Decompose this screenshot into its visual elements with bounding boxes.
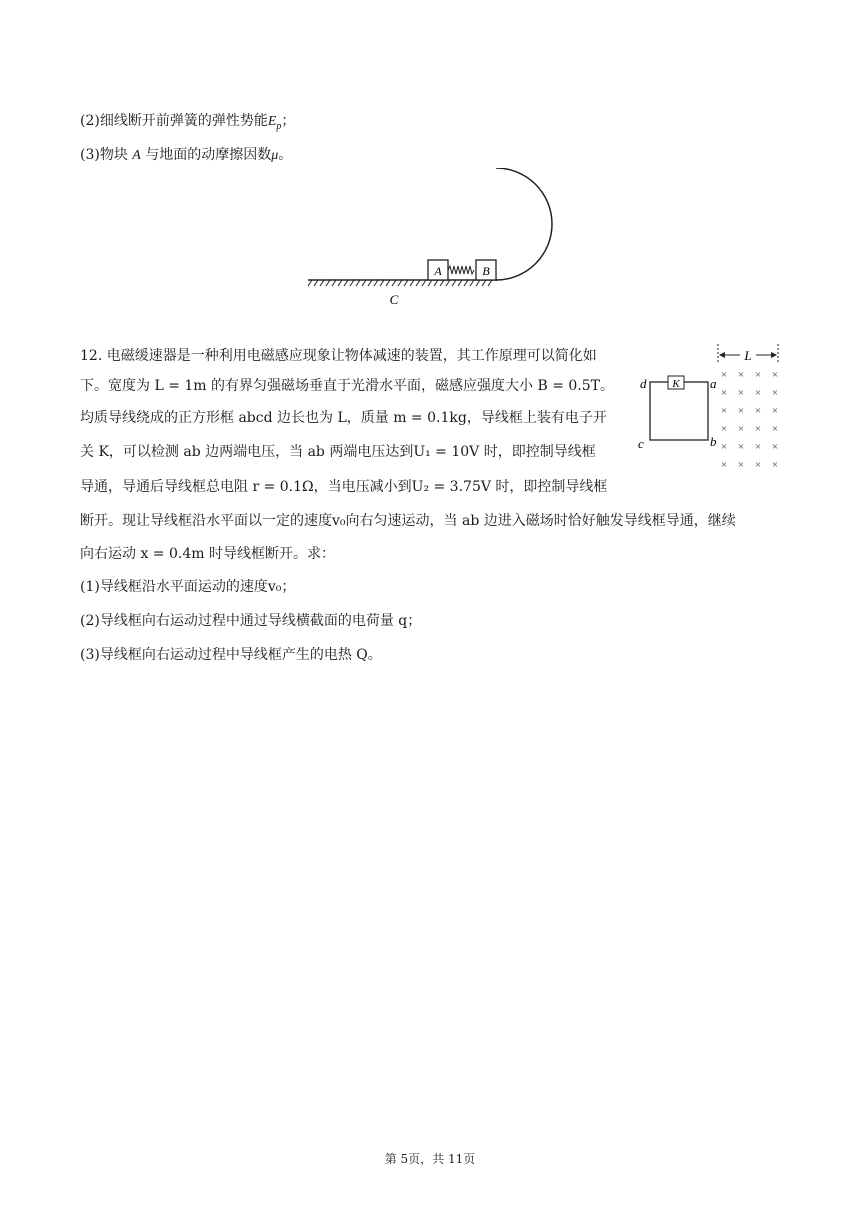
q12-line-5: 导通，导通后导线框总电阻 r = 0.1Ω，当电压减小到U₂ = 3.75V 时，即控制导线框	[80, 479, 608, 495]
ep-symbol: E	[267, 114, 277, 129]
field-cross: ×	[771, 459, 779, 471]
block-b-label: B	[482, 264, 490, 278]
magnetic-field-region	[721, 369, 778, 471]
ep-subscript: p	[276, 120, 282, 132]
q12-line-7: 向右运动 x = 0.4m 时导线框断开。求：	[80, 546, 335, 562]
mu-symbol: μ	[271, 148, 279, 163]
field-cross: ×	[754, 423, 762, 435]
spring	[448, 266, 474, 274]
part-3-mid: 与地面的动摩擦因数	[140, 147, 272, 163]
corner-c: c	[638, 436, 644, 451]
field-cross: ×	[737, 459, 745, 471]
field-cross: ×	[771, 423, 779, 435]
field-cross: ×	[754, 441, 762, 453]
ground-label: C	[389, 292, 399, 307]
corner-d: d	[640, 376, 647, 391]
part-3-end: 。	[278, 147, 293, 163]
q12-line-3: 均质导线绕成的正方形框 abcd 边长也为 L，质量 m = 0.1kg，导线框上装有电子开	[80, 410, 607, 426]
field-cross: ×	[720, 459, 728, 471]
field-cross: ×	[771, 369, 779, 381]
q12-part-2: (2)导线框向右运动过程中通过导线横截面的电荷量 q；	[80, 613, 422, 629]
corner-b: b	[710, 434, 717, 449]
field-cross: ×	[720, 441, 728, 453]
q12-line-4: 关 K，可以检测 ab 边两端电压，当 ab 两端电压达到U₁ = 10V 时，即控制导线框	[80, 444, 596, 460]
field-cross: ×	[737, 441, 745, 453]
field-cross: ×	[720, 369, 728, 381]
part-3-label: (3)物块	[80, 147, 133, 163]
field-cross: ×	[737, 387, 745, 399]
block-a-ref: A	[132, 148, 141, 163]
switch-label: K	[672, 378, 680, 390]
q12-part-1: (1)导线框沿水平面运动的速度v₀；	[80, 579, 296, 595]
field-cross: ×	[771, 441, 779, 453]
part-2-text	[80, 112, 295, 136]
spring-track-figure	[300, 168, 560, 313]
field-cross: ×	[771, 405, 779, 417]
magnetic-field-figure	[630, 340, 790, 475]
field-cross: ×	[720, 387, 728, 399]
width-label: L	[744, 348, 752, 363]
field-cross: ×	[737, 369, 745, 381]
coil-frame	[650, 382, 708, 440]
field-cross: ×	[720, 405, 728, 417]
corner-a: a	[710, 376, 717, 391]
field-cross: ×	[754, 387, 762, 399]
field-cross: ×	[737, 405, 745, 417]
field-cross: ×	[771, 387, 779, 399]
field-cross: ×	[720, 423, 728, 435]
part-2-label: (2)细线断开前弹簧的弹性势能	[80, 113, 268, 129]
field-cross: ×	[737, 423, 745, 435]
block-a-label: A	[434, 264, 442, 278]
part-2-end: ；	[281, 113, 296, 129]
field-cross: ×	[754, 405, 762, 417]
field-cross: ×	[754, 459, 762, 471]
part-3-text	[80, 146, 292, 165]
page-footer: 第 5页，共 11页	[384, 1152, 476, 1166]
field-cross: ×	[754, 369, 762, 381]
q12-line-1: 12. 电磁缓速器是一种利用电磁感应现象让物体减速的装置，其工作原理可以简化如	[80, 348, 597, 364]
q12-line-2: 下。宽度为 L = 1m 的有界匀强磁场垂直于光滑水平面，磁感应强度大小 B = 0.5T。	[80, 378, 614, 394]
q12-line-6: 断开。现让导线框沿水平面以一定的速度v₀向右匀速运动，当 ab 边进入磁场时恰好触发导线框导通，继续	[80, 513, 736, 529]
q12-part-3: (3)导线框向右运动过程中导线框产生的电热 Q。	[80, 647, 382, 663]
